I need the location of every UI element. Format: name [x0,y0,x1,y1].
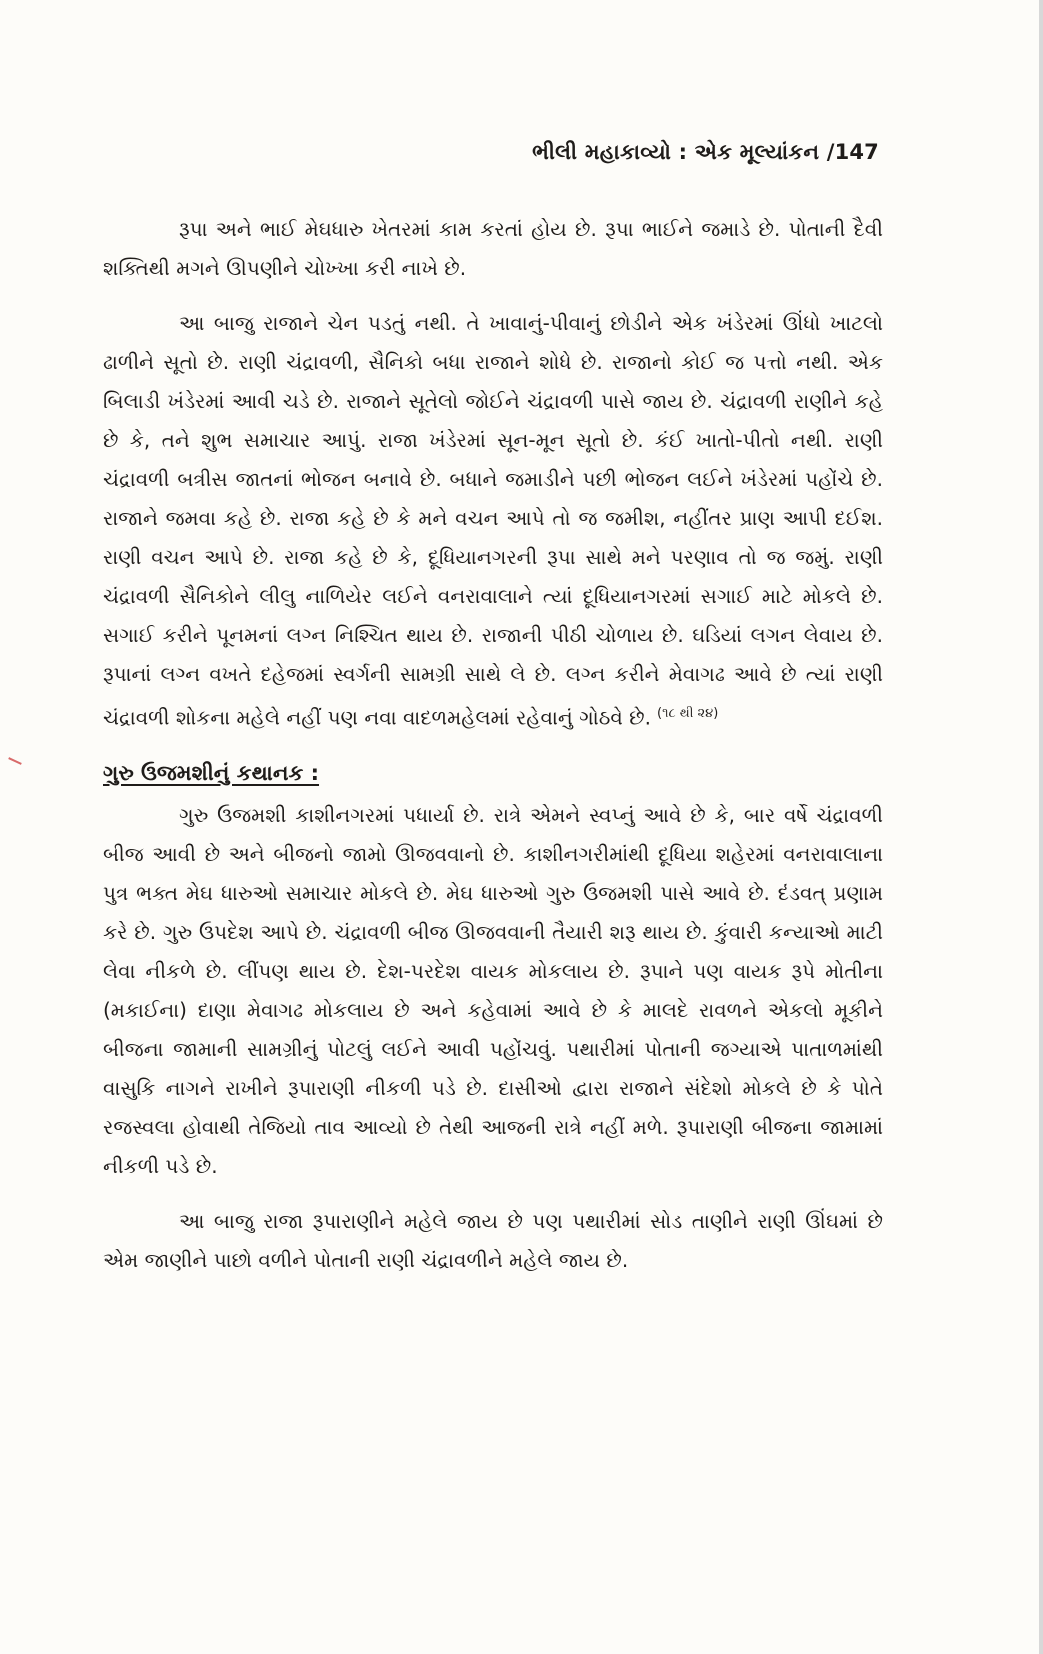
paragraph-3: ગુરુ ઉજમશી કાશીનગરમાં પધાર્યા છે. રાત્રે એમને સ્વપ્નું આવે છે કે, બાર વર્ષે ચંદ્રાવળી બીજ આવી છે અને બીજનો જામો ઊજવવાનો છે. કાશીનગરીમાંથી દૂધિયા શહેરમાં વનરાવાલાના પુત્ર ભક્ત મેઘ ધારુઓ સમાચાર મોકલે છે. મેઘ ધારુઓ ગુરુ ઉજમશી પાસે આવે છે. દંડવત્ પ્રણામ કરે છે. ગુરુ ઉપદેશ આપે છે. ચંદ્રાવળી બીજ ઊજવવાની તૈયારી શરૂ થાય છે. કુંવારી કન્યાઓ માટી લેવા નીકળે છે. લીંપણ થાય છે. દેશ-પરદેશ વાયક મોકલાય છે. રૂપાને પણ વાયક રૂપે મોતીના (મકાઈના) દાણા મેવાગઢ મોકલાય છે અને કહેવામાં આવે છે કે માલદે રાવળને એકલો મૂકીને બીજના જામાની સામગ્રીનું પોટલું લઈને આવી પહોંચવું. પથારીમાં પોતાની જગ્યાએ પાતાળમાંથી વાસુકિ નાગને રાખીને રૂપારાણી નીકળી પડે છે. દાસીઓ દ્વારા રાજાને સંદેશો મોકલે છે કે પોતે રજસ્વલા હોવાથી તેજિયો તાવ આવ્યો છે તેથી આજની રાત્રે નહીં મળે. રૂપારાણી બીજના જામામાં નીકળી પડે છે. [103,802,883,1178]
section-heading: ગુરુ ઉજમશીનું કથાનક : [103,760,320,785]
paragraph-4: આ બાજુ રાજા રૂપારાણીને મહેલે જાય છે પણ પથારીમાં સોડ તાણીને રાણી ઊંઘમાં છે એમ જાણીને પાછો વળીને પોતાની રાણી ચંદ્રાવળીને મહેલે જાય છે. [103,1208,883,1272]
margin-mark [8,757,22,765]
footnote-reference: (૧૮ થી ૨૪) [657,706,719,721]
paragraph-1: રૂપા અને ભાઈ મેઘધારુ ખેતરમાં કામ કરતાં હોય છે. રૂપા ભાઈને જમાડે છે. પોતાની દૈવી શક્તિથી મગને ઊપણીને ચોખ્ખા કરી નાખે છે. [103,217,883,280]
page-body [103,210,883,1296]
paragraph-2 [103,304,883,738]
running-head: ભીલી મહાકાવ્યો : એક મૂલ્યાંકન /147 [532,140,879,164]
paragraph-2-text: આ બાજુ રાજાને ચેન પડતું નથી. તે ખાવાનું-પીવાનું છોડીને એક ખંડેરમાં ઊંધો ખાટલો ઢાળીને સૂતો છે. રાણી ચંદ્રાવળી, સૈનિકો બધા રાજાને શોધે છે. રાજાનો કોઈ જ પત્તો નથી. એક બિલાડી ખંડેરમાં આવી ચડે છે. રાજાને સૂતેલો જોઈને ચંદ્રાવળી પાસે જાય છે. ચંદ્રાવળી રાણીને કહે છે કે, તને શુભ સમાચાર આપું. રાજા ખંડેરમાં સૂન-મૂન સૂતો છે. કંઈ ખાતો-પીતો નથી. રાણી ચંદ્રાવળી બત્રીસ જાતનાં ભોજન બનાવે છે. બધાને જમાડીને પછી ભોજન લઈને ખંડેરમાં પહોંચે છે. રાજાને જમવા કહે છે. રાજા કહે છે કે મને વચન આપે તો જ જમીશ, નહીંતર પ્રાણ આપી દઈશ. રાણી વચન આપે છે. રાજા કહે છે કે, દૂધિયાનગરની રૂપા સાથે મને પરણાવ તો જ જમું. રાણી ચંદ્રાવળી સૈનિકોને લીલુ નાળિયેર લઈને વનરાવાલાને ત્યાં દૂધિયાનગરમાં સગાઈ માટે મોકલે છે. સગાઈ કરીને પૂનમનાં લગ્ન નિશ્ચિત થાય છે. રાજાની પીઠી ચોળાય છે. ઘડિયાં લગન લેવાય છે. રૂપાનાં લગ્ન વખતે દહેજમાં સ્વર્ગની સામગ્રી સાથે લે છે. લગ્ન કરીને મેવાગઢ આવે છે ત્યાં રાણી ચંદ્રાવળી શોકના મહેલે નહીં પણ નવા વાદળમહેલમાં રહેવાનું ગોઠવે છે. [103,311,883,730]
